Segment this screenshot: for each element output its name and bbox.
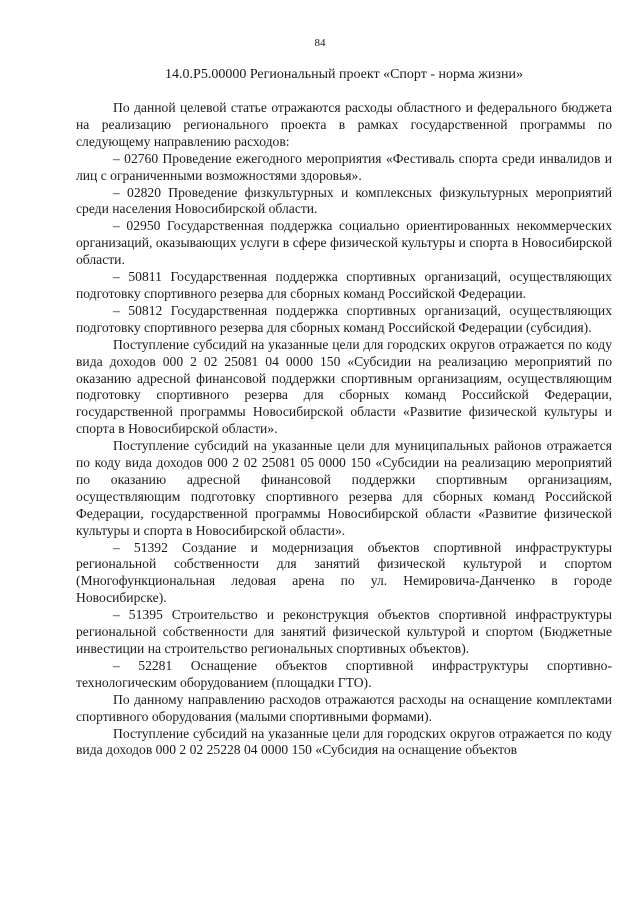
paragraph-51392: – 51392 Создание и модернизация объектов спортивной инфраструктуры региональной собственности для занятий физической культурой и спортом (Многофункциональная ледовая арена по ул. Немировича-Данченко в городе Новосибирске).	[76, 539, 612, 606]
paragraph-02760: – 02760 Проведение ежегодного мероприятия «Фестиваль спорта среди инвалидов и лиц с ограниченными возможностями здоровья».	[76, 150, 612, 183]
paragraph-subsidy-municipal-districts: Поступление субсидий на указанные цели для муниципальных районов отражается по коду вида доходов 000 2 02 25081 05 0000 150 «Субсидии на реализацию мероприятий по оказанию адресной финансовой поддержки спортивным организациям, осуществляющим подготовку спортивного резерва для сборных команд Российской Федерации, государственной программы Новосибирской области «Развитие физической культуры и спорта в Новосибирской области».	[76, 438, 612, 538]
paragraph-02950: – 02950 Государственная поддержка социально ориентированных некоммерческих организаций, оказывающих услуги в сфере физической культуры и спорта в Новосибирской области.	[76, 218, 612, 268]
document-body	[76, 100, 612, 759]
paragraph-equipment: По данному направлению расходов отражаются расходы на оснащение комплектами спортивного оборудования (малыми спортивными формами).	[76, 691, 612, 724]
page-number: 84	[314, 37, 326, 49]
paragraph-50812: – 50812 Государственная поддержка спортивных организаций, осуществляющих подготовку спортивного резерва для сборных команд Российской Федерации (субсидия).	[76, 302, 612, 335]
paragraph-51395: – 51395 Строительство и реконструкция объектов спортивной инфраструктуры региональной собственности для занятий физической культурой и спортом (Бюджетные инвестиции на строительство региональных спортивных объектов).	[76, 607, 612, 656]
paragraph-subsidy-equipment: Поступление субсидий на указанные цели для городских округов отражается по коду вида доходов 000 2 02 25228 04 0000 150 «Субсидия на оснащение объектов	[76, 725, 612, 758]
paragraph-02820: – 02820 Проведение физкультурных и комплексных физкультурных мероприятий среди населения Новосибирской области.	[76, 184, 612, 217]
paragraph-intro: По данной целевой статье отражаются расходы областного и федерального бюджета на реализацию регионального проекта в рамках государственной программы по следующему направлению расходов:	[76, 100, 612, 149]
section-title: 14.0.P5.00000 Региональный проект «Спорт - норма жизни»	[165, 67, 523, 82]
paragraph-subsidy-city-districts: Поступление субсидий на указанные цели для городских округов отражается по коду вида доходов 000 2 02 25081 04 0000 150 «Субсидии на реализацию мероприятий по оказанию адресной финансовой поддержки спортивным организациям, осуществляющим подготовку спортивного резерва для сборных команд Российской Федерации, государственной программы Новосибирской области «Развитие физической культуры и спорта в Новосибирской области».	[76, 336, 612, 437]
paragraph-50811: – 50811 Государственная поддержка спортивных организаций, осуществляющих подготовку спортивного резерва для сборных команд Российской Федерации.	[76, 269, 612, 301]
paragraph-52281: – 52281 Оснащение объектов спортивной инфраструктуры спортивно-технологическим оборудованием (площадки ГТО).	[76, 657, 612, 690]
